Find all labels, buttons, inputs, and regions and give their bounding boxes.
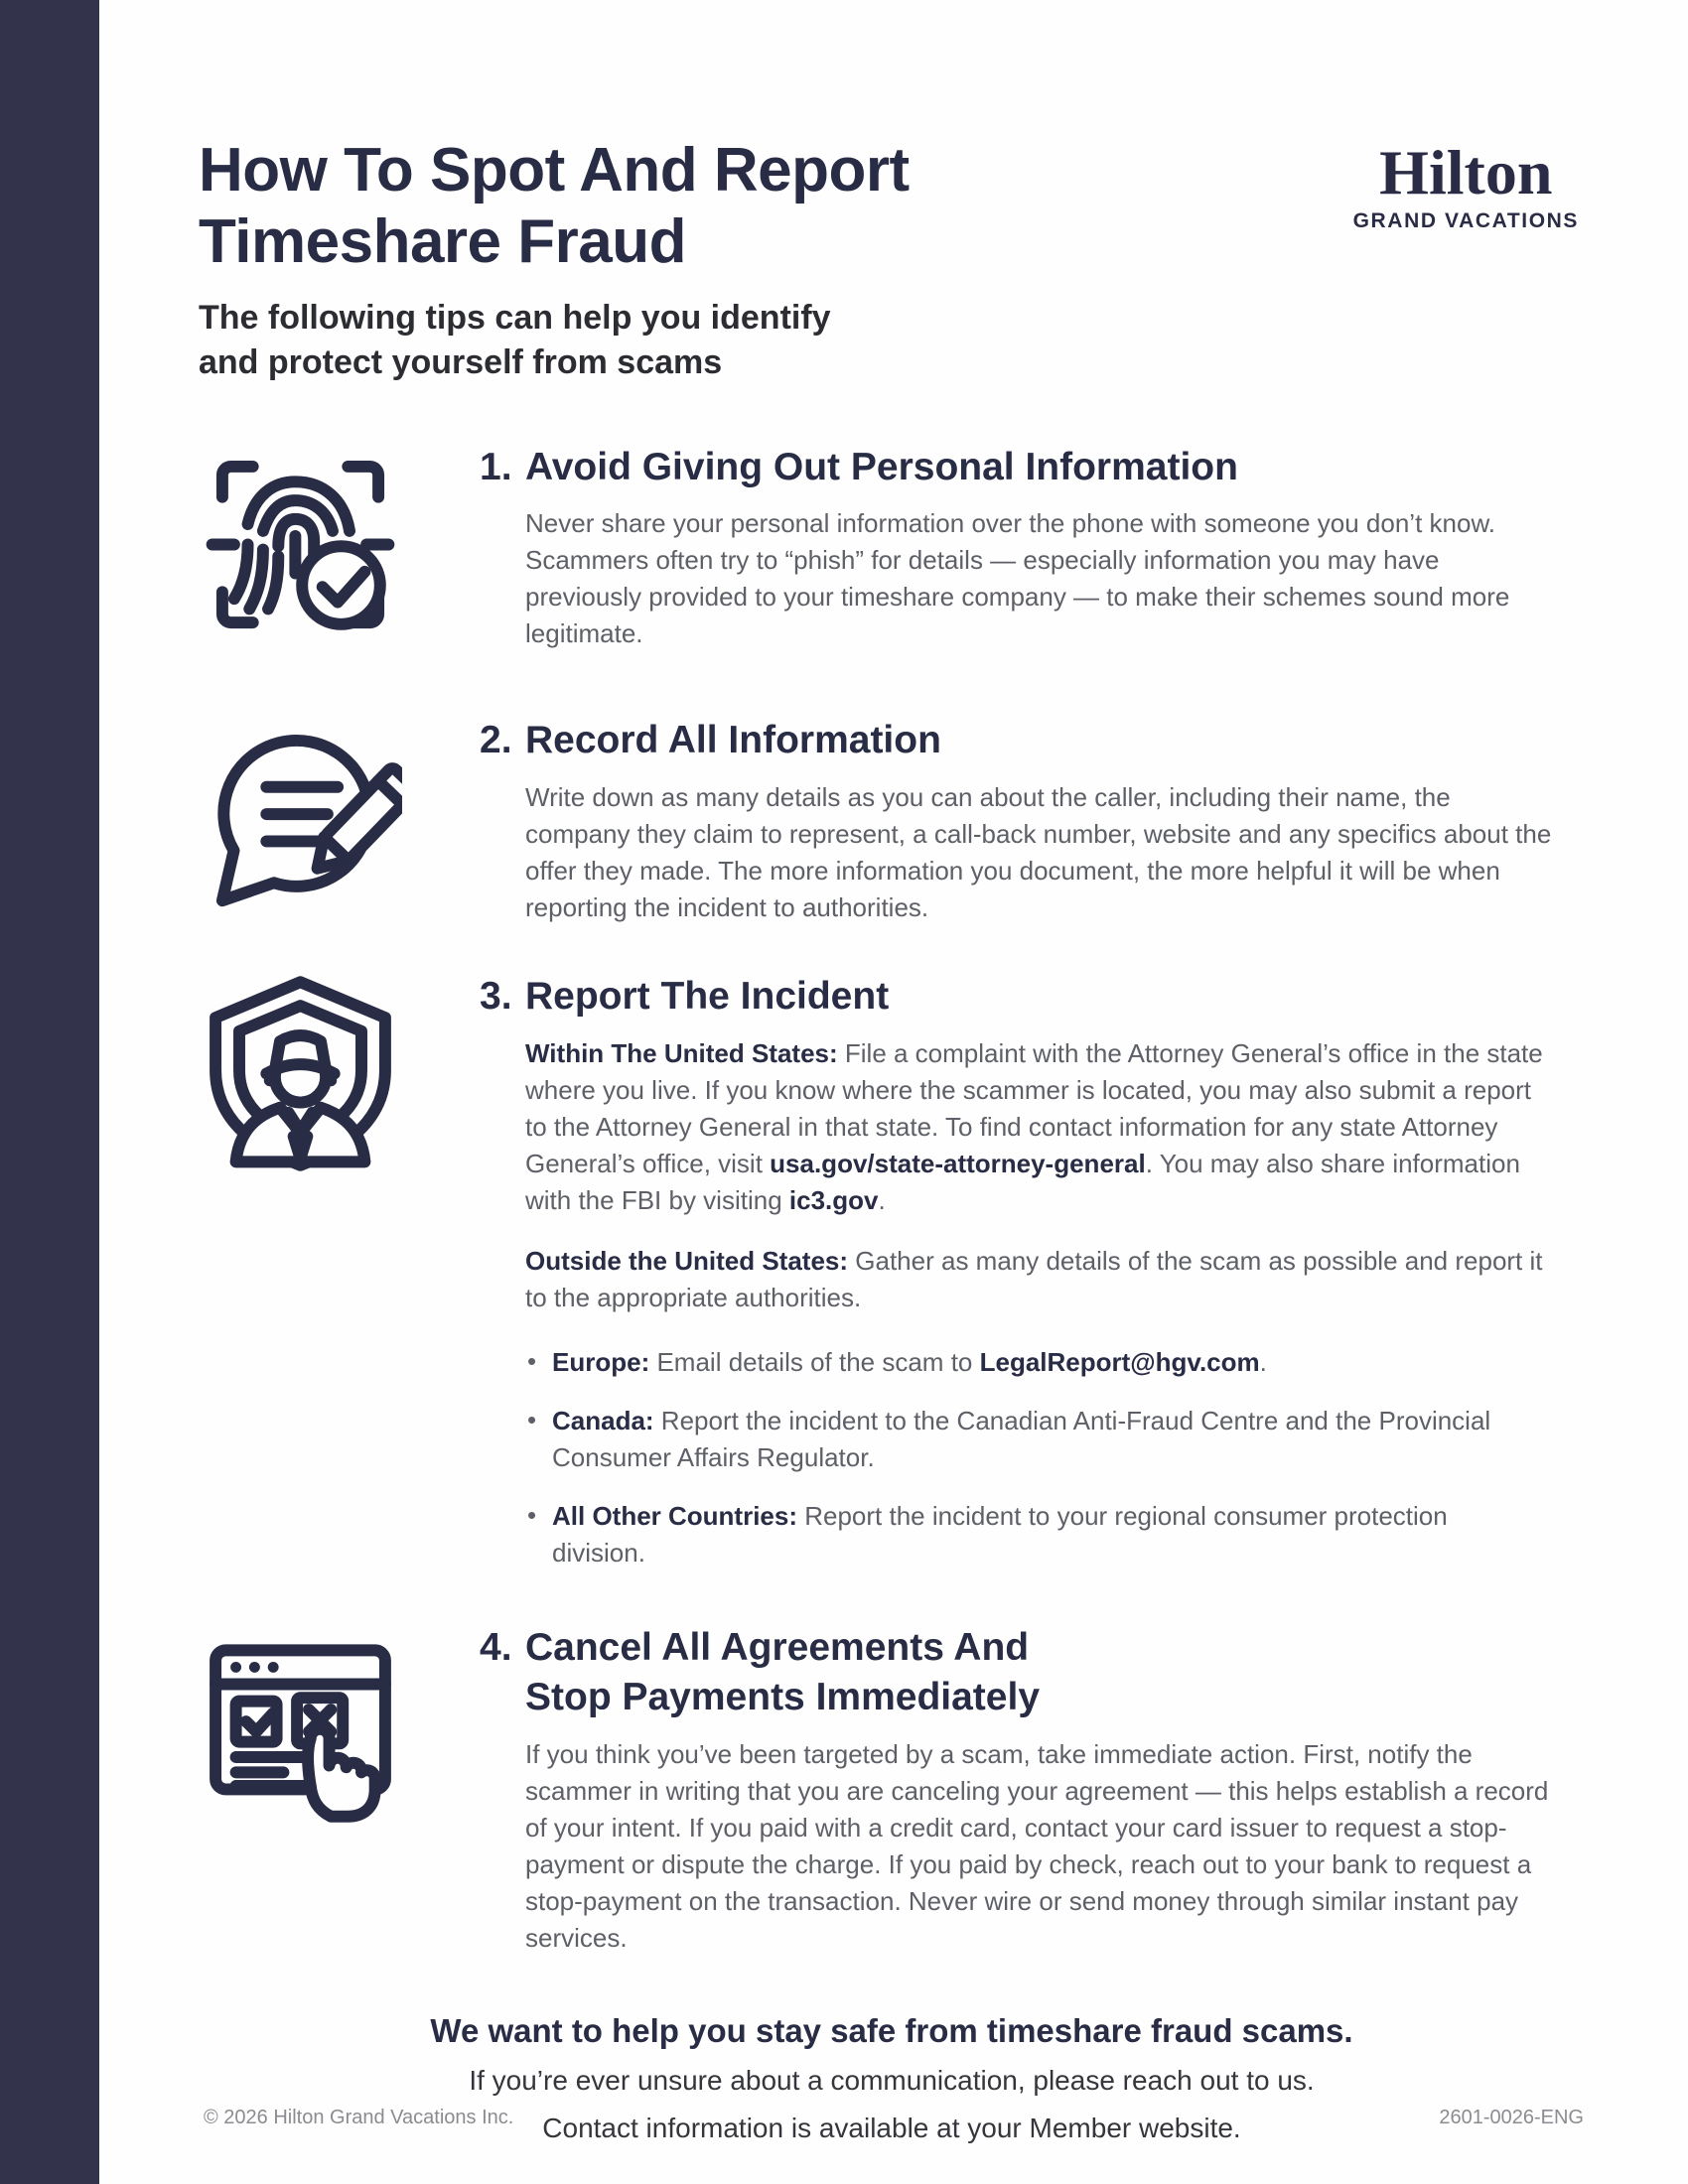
copyright-text: © 2026 Hilton Grand Vacations Inc. — [204, 2107, 514, 2128]
text-segment: If you think you’ve been targeted by a scam, take immediate action. First, notify the scammer in writing that you are canceling your agreement — this helps establish a record of your intent. If you paid with a credit card, contact your card issuer to request a stop-payment or dispute the charge. If you paid by check, reach out to your bank to request a stop-payment on the transaction. Never wire or send money through similar instant pay services. — [525, 1739, 1549, 1954]
text-segment: . — [1259, 1347, 1267, 1378]
footer-headline: We want to help you stay safe from timeshare fraud scams. — [430, 2012, 1353, 2050]
section-3-body — [525, 1035, 1558, 1571]
section-2-body — [525, 779, 1558, 926]
section-4-heading — [480, 1623, 1585, 1722]
speech-bubble-pencil-icon — [199, 716, 480, 919]
header — [199, 0, 1585, 385]
footer-line2: Contact information is available at your Member website. — [542, 2112, 1241, 2143]
section-4-title-line2: Stop Payments Immediately — [525, 1676, 1041, 1719]
grand-vacations-label: GRAND VACATIONS — [1352, 209, 1579, 232]
paragraph — [525, 1736, 1558, 1957]
document-code: 2601-0026-ENG — [1439, 2107, 1584, 2128]
section-3-title: Report The Incident — [525, 975, 890, 1019]
hilton-grand-vacations-logo — [1353, 135, 1579, 233]
text-segment: usa.gov/state-attorney-general — [770, 1149, 1146, 1179]
left-accent-bar — [0, 0, 99, 2184]
section-1-title: Avoid Giving Out Personal Information — [525, 445, 1238, 488]
text-segment: Write down as many details as you can about the caller, including their name, the company they claim to represent, a call-back number, website and any specifics about the offer they made. The more information you document, the more helpful it will be when reporting the incident to authorities. — [525, 782, 1552, 923]
bullet-all-other-countries — [525, 1498, 1498, 1571]
page-title-line2: Timeshare Fraud — [199, 206, 686, 276]
section-text — [480, 443, 1585, 653]
text-segment: File a complaint with the Attorney General’s office in the state where you live. If you know where the scammer is located, you may also submit a report to the Attorney General in that state. To find contact information for any state Attorney General’s office, visit — [525, 1038, 1543, 1179]
text-segment: Europe: — [552, 1347, 650, 1378]
page-content — [199, 0, 1585, 2144]
section-text — [480, 972, 1585, 1571]
text-segment: Within The United States: — [525, 1038, 838, 1069]
section-3-heading — [480, 972, 1585, 1022]
text-segment: ic3.gov — [788, 1185, 879, 1216]
section-2-number: 2. — [480, 719, 512, 762]
bullet-europe — [525, 1344, 1498, 1381]
text-segment: Email details of the scam to — [649, 1347, 980, 1378]
section-4-number: 4. — [480, 1626, 512, 1670]
browser-cancel-click-icon — [199, 1623, 480, 1827]
page-title — [199, 135, 910, 278]
report-bullet-list — [525, 1344, 1558, 1571]
section-4-title-line1: Cancel All Agreements And — [525, 1626, 1030, 1670]
title-block — [199, 135, 910, 385]
security-guard-shield-icon — [199, 972, 480, 1175]
section-4-body — [525, 1736, 1558, 1957]
paragraph — [525, 779, 1558, 926]
text-segment: Report the incident to your regional consumer protection division. — [552, 1501, 1448, 1569]
page-title-line1: How To Spot And Report — [199, 136, 910, 205]
section-text — [480, 1623, 1585, 1957]
paragraph-outside-us — [525, 1243, 1558, 1316]
text-segment: LegalReport@hgv.com — [979, 1347, 1260, 1378]
footer-line1: If you’re ever unsure about a communication, please reach out to us. — [469, 2065, 1315, 2097]
page-subtitle-line1: The following tips can help you identify — [199, 298, 831, 337]
section-2-heading — [480, 716, 1585, 765]
text-segment: All Other Countries: — [552, 1501, 798, 1532]
text-segment: . You may also share information with the FBI by visiting — [525, 1149, 1520, 1216]
section-1-number: 1. — [480, 445, 512, 488]
section-1-heading — [480, 443, 1585, 492]
section-3-number: 3. — [480, 975, 512, 1019]
page-subtitle-line2: and protect yourself from scams — [199, 342, 723, 381]
section-text — [480, 716, 1585, 926]
section-report-the-incident — [199, 972, 1585, 1571]
text-segment: Canada: — [552, 1406, 654, 1436]
hilton-logo-wordmark: Hilton — [1379, 137, 1553, 207]
tips-list — [199, 443, 1585, 1958]
bullet-canada — [525, 1403, 1498, 1476]
paragraph-within-us — [525, 1035, 1558, 1219]
section-1-body — [525, 505, 1558, 652]
text-segment: Gather as many details of the scam as possible and report it to the appropriate authorities. — [525, 1246, 1543, 1313]
section-2-title: Record All Information — [525, 719, 941, 762]
fine-print-row — [204, 2107, 1584, 2129]
text-segment: . — [878, 1185, 886, 1216]
section-cancel-agreements-stop-payments — [199, 1623, 1585, 1957]
page-subtitle — [199, 296, 910, 385]
section-avoid-giving-personal-information — [199, 443, 1585, 653]
text-segment: Report the incident to the Canadian Anti-Fraud Centre and the Provincial Consumer Affairs Regulator. — [552, 1406, 1491, 1473]
text-segment: Never share your personal information over the phone with someone you don’t know. Scammers often try to “phish” for details — especially information you may have previously provided to your timeshare company — to make their schemes sound more legitimate. — [525, 508, 1510, 649]
text-segment: Outside the United States: — [525, 1246, 849, 1277]
paragraph — [525, 505, 1558, 652]
fingerprint-scan-icon — [199, 443, 480, 646]
section-record-all-information — [199, 716, 1585, 926]
